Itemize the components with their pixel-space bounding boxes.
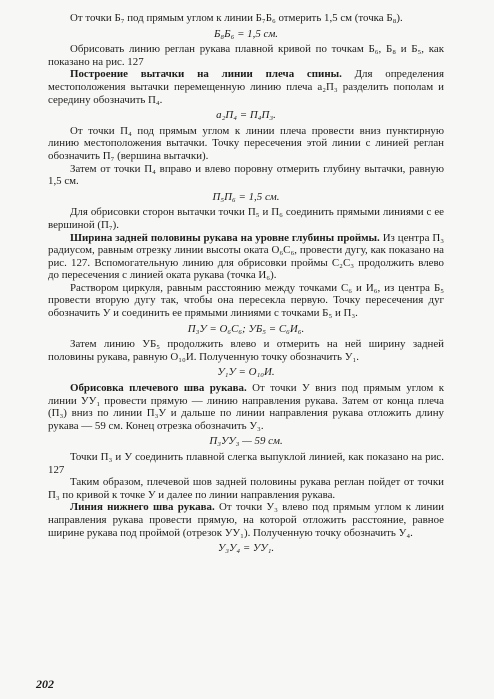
paragraph-text: Из центра П₃ радиусом, равным отрезку линии высоты оката О₆С₆, провести дугу, как показано на рис. 127. Вспомогательную линию для обрисовки проймы С₂С₃ продолжить влево до пересечения с линией оката рукава (точка И₆). [48,231,444,282]
paragraph-text: От точки У₃ влево под прямым углом к линии направления рукава провести прямую, на которой отложить расстояние, равное ширине рукава под проймой (отрезок УУ₁). Полученную точку обозначить У₄. [48,501,444,539]
section-paragraph [48,68,444,106]
formula-line: П₃УУ₃ — 59 см. [209,435,283,448]
paragraph-text: От точки П₄ под прямым углом к линии плеча провести вниз пунктирную линию местоположения вытачки. Точку пересечения этой линии с линией реглан обозначить П₇ (вершина вытачки). [48,124,444,162]
paragraph [48,125,444,163]
paragraph [48,12,444,25]
section-heading: Линия нижнего шва рукава. [70,501,215,514]
paragraph-text: Точки П₃ и У соединить плавной слегка выпуклой линией, как показано на рис. 127 [48,451,444,476]
paragraph-text: Для определения местоположения вытачки перемещенную линию плеча а₂П₃ разделить пополам и середину обозначить П₄. [48,68,444,106]
paragraph [48,43,444,68]
section-heading: Построение вытачки на линии плеча спины. [70,68,342,81]
section-heading: Ширина задней половины рукава на уровне глубины проймы. [70,231,380,244]
paragraph-text: От точки Б₇ под прямым углом к линии Б₇Б₆ отмерить 1,5 см (точка Б₈). [70,12,403,24]
paragraph [48,338,444,363]
paragraph-text: Обрисовать линию реглан рукава плавной кривой по точкам Б₆, Б₈ и Б₅, как показано на рис. 127 [48,43,444,68]
paragraph-text: Таким образом, плечевой шов задней половины рукава реглан пойдет от точки П₃ по кривой к точке У и далее по линии направления рукава. [48,476,444,501]
paragraph-text: Для обрисовки сторон вытачки точки П₅ и П₆ соединить прямыми линиями с ее вершиной (П₇). [48,206,444,231]
section-paragraph [48,382,444,432]
formula-line: П₃У = О₆С₆; УБ₅ = С₆И₆. [187,322,305,335]
section-heading: Обрисовка плечевого шва рукава. [70,382,247,395]
formula-line: У₁У = О₁₀И. [217,366,275,379]
paragraph-text: Затем линию УБ₅ продолжить влево и отмерить на ней ширину задней половины рукава, равную О₁₀И. Полученную точку обозначить У₁. [48,338,444,363]
section-paragraph [48,232,444,282]
formula-line: У₃У₄ = УУ₁. [217,542,275,555]
paragraph [48,163,444,188]
formula-line: Б₈Б₆ = 1,5 см. [213,27,279,40]
paragraph [48,476,444,501]
formula-line: а₂П₄ = П₄П₃. [216,109,276,122]
page-body [48,12,444,558]
paragraph-text: Затем от точки П₄ вправо и влево поровну отмерить глубину вытачки, равную 1,5 см. [48,162,444,188]
paragraph-text: Раствором циркуля, равным расстоянию между точками С₆ и И₆, из центра Б₅ провести вторую дугу так, чтобы она пересекла первую. Точку пересечения дуг обозначить У и соединить ее прямыми линиями с точками Б₅ и П₃. [48,281,444,320]
page-number: 202 [36,677,54,691]
paragraph [48,206,444,231]
section-paragraph [48,501,444,539]
paragraph [48,282,444,320]
paragraph [48,451,444,476]
formula-line: П₅П₆ = 1,5 см. [212,190,280,203]
paragraph-text: От точки У вниз под прямым углом к линии УУ₁ провести прямую — линию направления рукава. Затем от конца плеча (П₃) вниз по линии П₃У и дальше по линии направления рукава отложить длину рукава — 59 см. Конец отрезка обозначить У₃. [48,382,444,432]
